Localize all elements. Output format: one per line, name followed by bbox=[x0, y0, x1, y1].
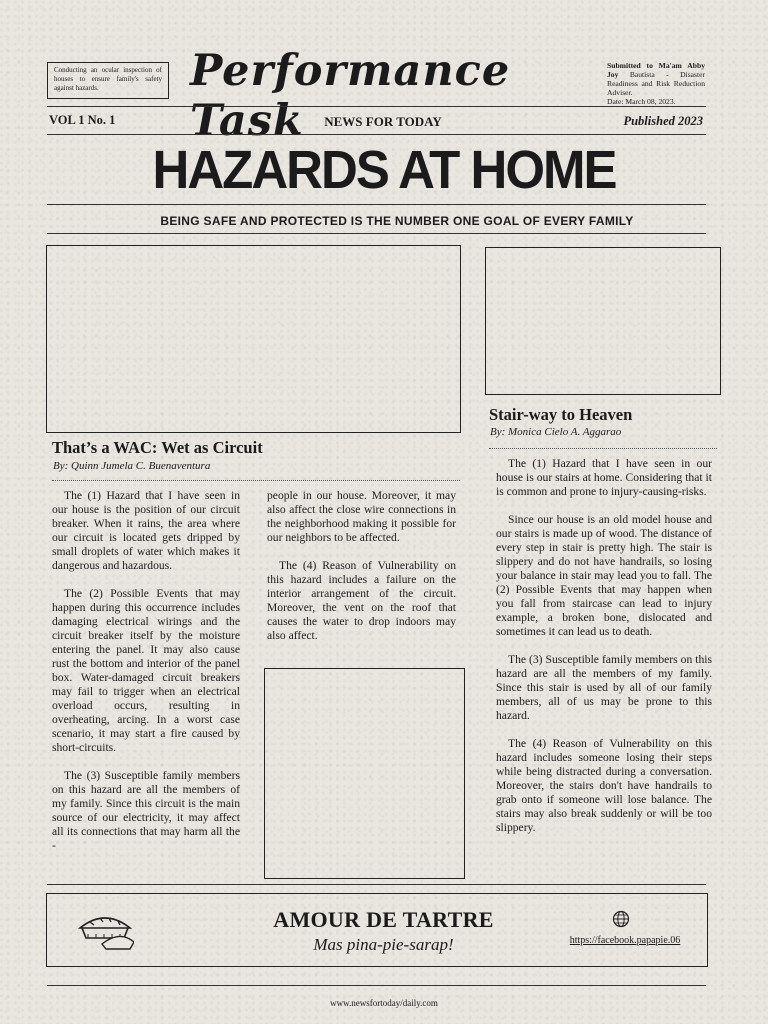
stairs-photo-frame bbox=[485, 247, 721, 395]
news-for-today: NEWS FOR TODAY bbox=[324, 114, 442, 129]
footer-rule bbox=[47, 985, 706, 986]
article1-column1 bbox=[52, 489, 240, 853]
article1-col1-paragraph: The (3) Susceptible family members on this hazard are all the members of my family. Since this circuit is the main source of our electricity, it may affect all its connections that may harm all the - bbox=[52, 769, 240, 852]
article2-rule bbox=[489, 448, 717, 449]
article2-title: Stair-way to Heaven bbox=[489, 405, 633, 424]
article1-photo-frame bbox=[264, 668, 465, 879]
infobar-rule bbox=[47, 134, 706, 135]
ad-title: AMOUR DE TARTRE bbox=[273, 907, 494, 932]
submitted-rest: Bautista - Disaster Readiness and Risk Reduction Adviser. bbox=[607, 70, 705, 97]
article2-paragraph: Since our house is an old model house and our stairs is made up of wood. The distance of every step in stair is pretty high. The stair is slippery and do not have handrails, so losing your balance in stair may lead you to fall. The (2) Possible Events that may happen when you fall from staircase can lead to injury example, a broken bone, dislocated and sometimes it can lead us to death. bbox=[496, 513, 712, 638]
article1-column2 bbox=[267, 489, 456, 643]
article2-paragraph: The (4) Reason of Vulnerability on this hazard includes someone losing their steps while being distracted during a conversation. Moreover, the stairs don't have handrails to grab onto if someone will lose balance. The stairs may also break suddenly or will be too slippery. bbox=[496, 737, 712, 834]
article2-paragraph: The (1) Hazard that I have seen in our house is our stairs at home. Considering that it is common and prone to injury-causing-risks. bbox=[496, 457, 712, 498]
ad-facebook-link[interactable]: https://facebook.papapie.06 bbox=[569, 935, 681, 946]
article2-body bbox=[496, 457, 712, 835]
headline-rule bbox=[47, 204, 706, 205]
subheadline: BEING SAFE AND PROTECTED IS THE NUMBER ONE GOAL OF EVERY FAMILY bbox=[160, 214, 634, 228]
circuit-photo-frame bbox=[46, 245, 461, 433]
article1-col2-paragraph: The (4) Reason of Vulnerability on this hazard includes a failure on the interior arrangement of the circuit. Moreover, the vent on the roof that causes the water to drop indoors may also affect. bbox=[267, 559, 456, 642]
published-year: Published 2023 bbox=[623, 114, 703, 128]
footer-url[interactable]: www.newsfortoday/daily.com bbox=[330, 998, 438, 1008]
submitted-label: Submitted to Ma'am Abby Joy bbox=[607, 61, 705, 79]
masthead-rule bbox=[47, 106, 706, 107]
subheadline-rule bbox=[47, 233, 706, 234]
article1-col1-paragraph: The (1) Hazard that I have seen in our house is the position of our circuit breaker. When it rains, the area where our circuit is located gets dripped by small droplets of water which makes it dangerous and hazardous. bbox=[52, 489, 240, 572]
article1-rule bbox=[52, 480, 460, 481]
pie-icon bbox=[76, 908, 134, 950]
article2-paragraph: The (3) Susceptible family members on this hazard are all the members of my family. Since this stair is used by all of our family members, all of us may be prone to this hazard. bbox=[496, 653, 712, 722]
article1-byline: By: Quinn Jumela C. Buenaventura bbox=[53, 460, 211, 472]
submission-date: Date: March 08, 2023. bbox=[607, 97, 676, 106]
masthead-note: Conducting an ocular inspection of houses to ensure family's safety against hazards. bbox=[54, 66, 162, 92]
headline: HAZARDS AT HOME bbox=[152, 139, 616, 200]
article2-byline: By: Monica Cielo A. Aggarao bbox=[490, 426, 622, 438]
masthead-submission bbox=[607, 61, 705, 106]
article1-title: That’s a WAC: Wet as Circuit bbox=[52, 438, 263, 457]
globe-icon bbox=[612, 910, 630, 928]
volume-number: VOL 1 No. 1 bbox=[49, 113, 116, 127]
ad-top-rule bbox=[47, 884, 706, 885]
ad-tagline: Mas pina-pie-sarap! bbox=[313, 935, 454, 954]
masthead-title: Performance Task bbox=[190, 46, 511, 146]
article1-col1-paragraph: The (2) Possible Events that may happen during this occurrence includes damaging electrical wirings and the circuit breaker itself by the moisture entering the panel. It may also cause rust the bottom and interior of the panel box. Water-damaged circuit breakers may fail to trigger when an electrical overload occurs, resulting in overheating, arcing. In a worst case scenario, it may start a fire caused by short-circuits. bbox=[52, 587, 240, 754]
article1-col2-paragraph: people in our house. Moreover, it may also affect the close wire connections in the neighborhood making it possible for our neighbors to be affected. bbox=[267, 489, 456, 544]
